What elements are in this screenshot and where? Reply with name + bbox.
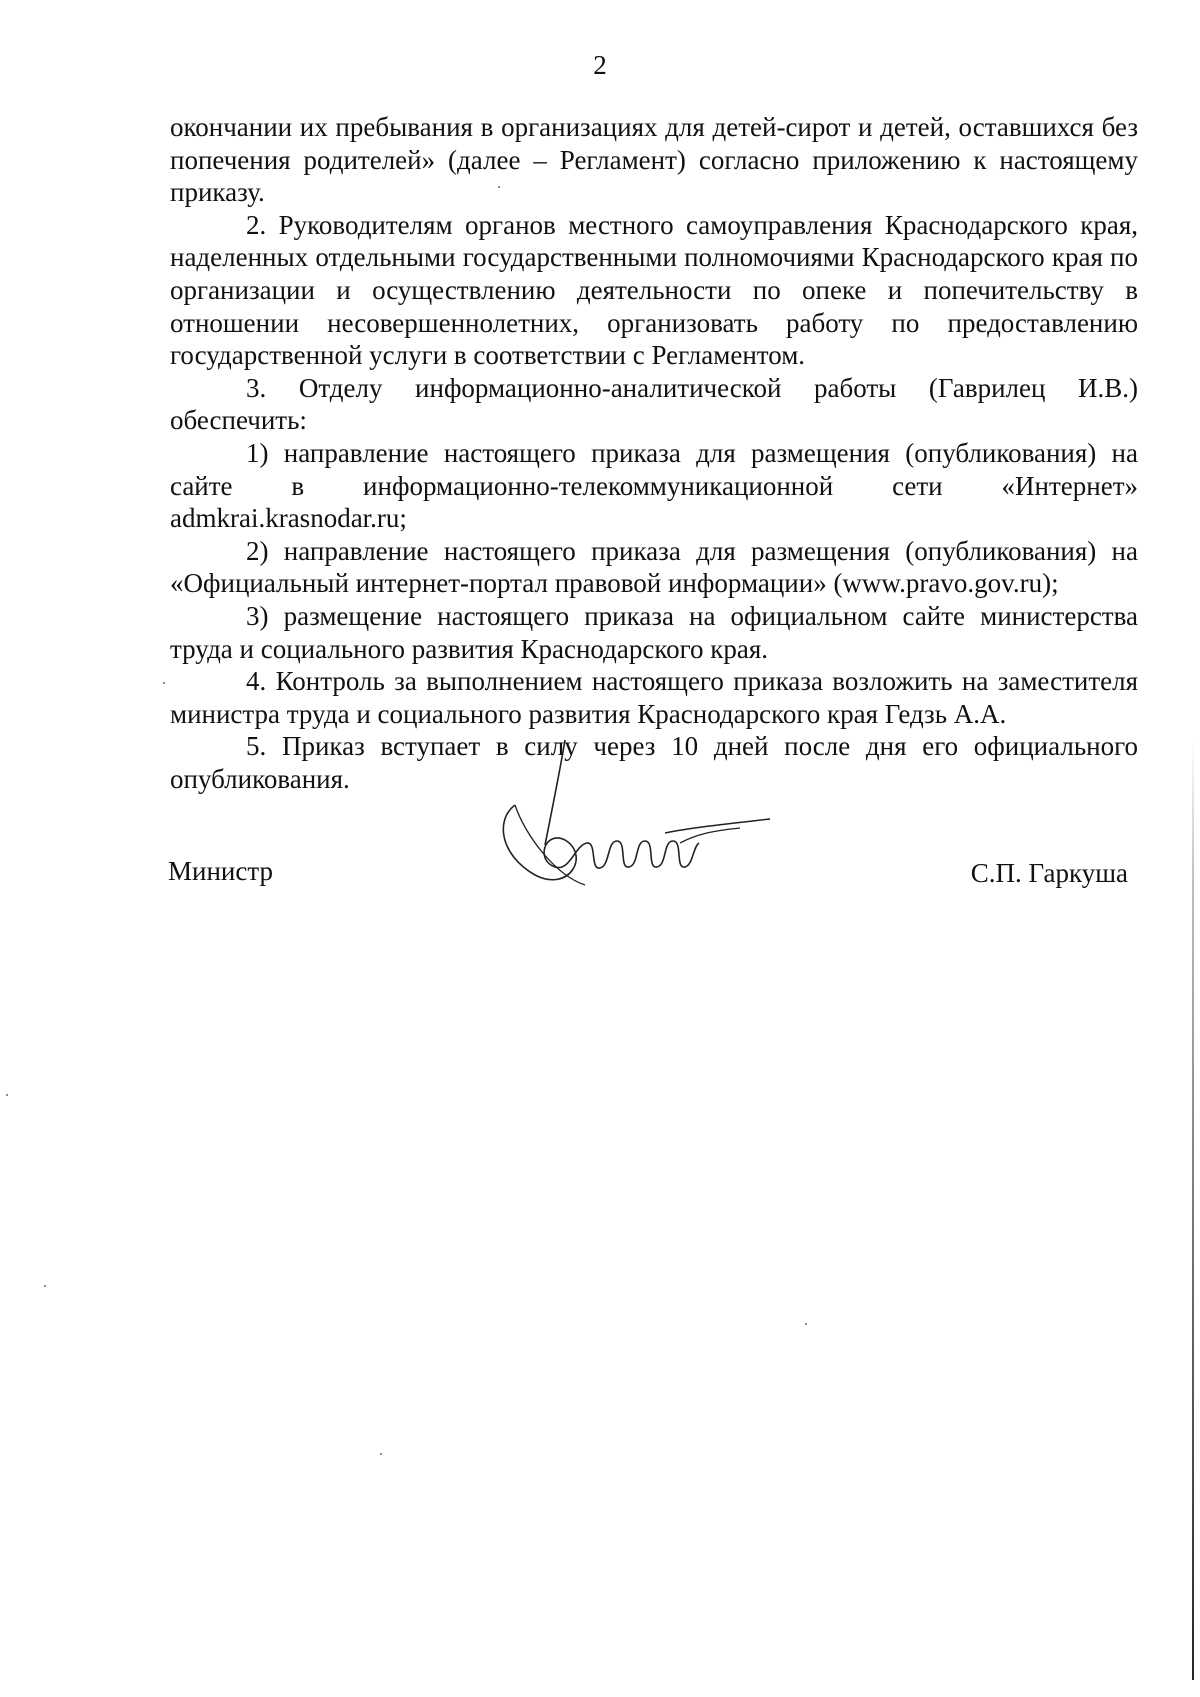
paragraph-subitem-3: 3) размещение настоящего приказа на официальном сайте министерства труда и социального развития Краснодарского края.	[170, 600, 1138, 664]
paragraph-item-2: 2. Руководителям органов местного самоуправления Краснодарского края, наделенных отдельными государственными полномочиями Краснодарского края по организации и осуществлению деятельности по опеке и попечительству в отношении несовершеннолетних, организовать работу по предоставлению государственной услуги в соответствии с Регламентом.	[170, 209, 1138, 371]
scan-speck	[805, 1323, 807, 1325]
scan-speck	[380, 1453, 382, 1455]
document-body	[170, 111, 1138, 795]
paragraph-item-5: 5. Приказ вступает в силу через 10 дней после дня его официального опубликования.	[170, 731, 1138, 794]
paragraph-subitem-2: 2) направление настоящего приказа для размещения (опубликования) на «Официальный интернет-портал правовой информации» (www.pravo.gov.ru);	[170, 535, 1138, 599]
scan-speck	[44, 1285, 46, 1287]
paragraph-continuation: окончании их пребывания в организациях для детей-сирот и детей, оставшихся без попечения родителей» (далее – Регламент) согласно приложению к настоящему приказу.	[170, 112, 1138, 208]
scan-speck	[163, 682, 165, 684]
paragraph-subitem-1: 1) направление настоящего приказа для размещения (опубликования) на сайте в информационно-телекоммуникационной сети «Интернет» admkrai.krasnodar.ru;	[170, 437, 1138, 534]
scan-speck	[6, 1094, 8, 1096]
page-number: 2	[593, 50, 607, 80]
signatory-title: Министр	[168, 856, 273, 886]
scan-edge-line	[1192, 740, 1194, 1680]
signature-row	[168, 856, 1128, 896]
signatory-name: С.П. Гаркуша	[970, 858, 1128, 888]
paragraph-item-3: 3. Отделу информационно-аналитической работы (Гаврилец И.В.) обеспечить:	[170, 372, 1138, 436]
paragraph-item-4: 4. Контроль за выполнением настоящего приказа возложить на заместителя министра труда и социального развития Краснодарского края Гедзь А.А.	[170, 666, 1138, 729]
scan-speck	[498, 186, 500, 188]
